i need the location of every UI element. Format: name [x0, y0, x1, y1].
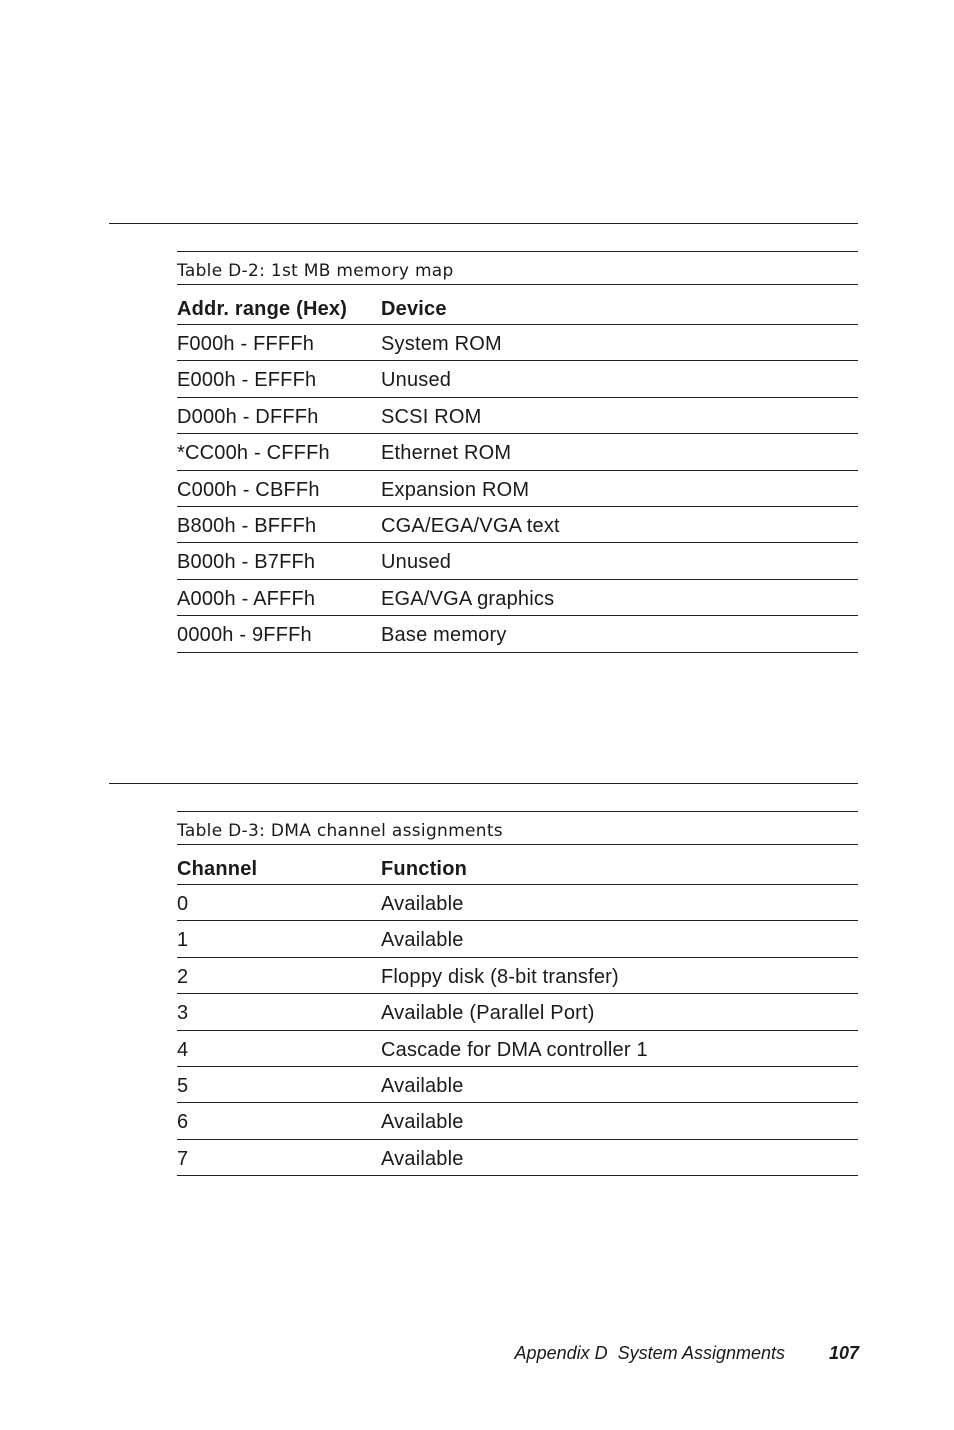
function-cell: Cascade for DMA controller 1: [381, 1038, 648, 1061]
table-row: [177, 543, 858, 579]
table-row: [177, 1103, 858, 1139]
table-row: [177, 471, 858, 507]
addr-range-cell: *CC00h - CFFFh: [177, 442, 330, 465]
addr-range-cell: E000h - EFFFh: [177, 369, 317, 392]
device-cell: CGA/EGA/VGA text: [381, 514, 560, 537]
channel-cell: 5: [177, 1074, 189, 1097]
addr-range-cell: B000h - B7FFh: [177, 551, 316, 574]
table-row: [177, 616, 858, 652]
function-cell: Available: [381, 893, 464, 915]
memory-map-table: [177, 251, 858, 653]
addr-range-cell: C000h - CBFFh: [177, 478, 320, 501]
device-cell: Unused: [381, 369, 452, 392]
footer-chapter-title: Appendix D System Assignments: [514, 1343, 785, 1363]
section-rule-2: [109, 783, 858, 784]
device-cell: Ethernet ROM: [381, 442, 512, 465]
device-cell: Unused: [381, 551, 452, 574]
table-row: [177, 994, 858, 1030]
device-cell: Base memory: [381, 624, 507, 647]
table-row: [177, 1067, 858, 1103]
addr-range-cell: A000h - AFFFh: [177, 587, 316, 610]
device-cell: System ROM: [381, 333, 502, 355]
function-cell: Available: [381, 1074, 464, 1097]
channel-cell: 0: [177, 893, 189, 915]
table-row: [177, 1140, 858, 1176]
table-row: [177, 580, 858, 616]
column-header-addr-range: Addr. range (Hex): [177, 298, 348, 320]
section-rule-1: [109, 223, 858, 224]
table-caption: Table D-3: DMA channel assignments: [177, 812, 858, 845]
device-cell: SCSI ROM: [381, 405, 482, 428]
device-cell: Expansion ROM: [381, 478, 530, 501]
table-row: [177, 921, 858, 957]
page-number: 107: [828, 1343, 859, 1363]
function-cell: Available: [381, 1147, 464, 1170]
addr-range-cell: B800h - BFFFh: [177, 514, 317, 537]
function-cell: Available: [381, 1111, 464, 1134]
table-row: [177, 398, 858, 434]
function-cell: Available (Parallel Port): [381, 1002, 595, 1025]
table-row: [177, 325, 858, 361]
channel-cell: 7: [177, 1147, 189, 1170]
channel-cell: 6: [177, 1111, 189, 1134]
table-row: [177, 361, 858, 397]
table-row: [177, 958, 858, 994]
channel-cell: 2: [177, 965, 189, 988]
function-cell: Floppy disk (8-bit transfer): [381, 965, 619, 988]
addr-range-cell: F000h - FFFFh: [177, 333, 315, 355]
table-caption: Table D-2: 1st MB memory map: [177, 252, 858, 285]
page-footer: [0, 1343, 860, 1371]
column-header-function: Function: [381, 858, 468, 880]
table-row: [177, 434, 858, 470]
table-header-row: [177, 845, 858, 885]
addr-range-cell: D000h - DFFFh: [177, 405, 319, 428]
dma-channel-table: [177, 811, 858, 1176]
channel-cell: 1: [177, 929, 189, 952]
addr-range-cell: 0000h - 9FFFh: [177, 624, 312, 647]
table-row: [177, 885, 858, 921]
table-row: [177, 507, 858, 543]
table-row: [177, 1031, 858, 1067]
channel-cell: 4: [177, 1038, 189, 1061]
device-cell: EGA/VGA graphics: [381, 587, 555, 610]
channel-cell: 3: [177, 1002, 189, 1025]
column-header-device: Device: [381, 298, 447, 320]
column-header-channel: Channel: [177, 858, 258, 880]
function-cell: Available: [381, 929, 464, 952]
table-header-row: [177, 285, 858, 325]
